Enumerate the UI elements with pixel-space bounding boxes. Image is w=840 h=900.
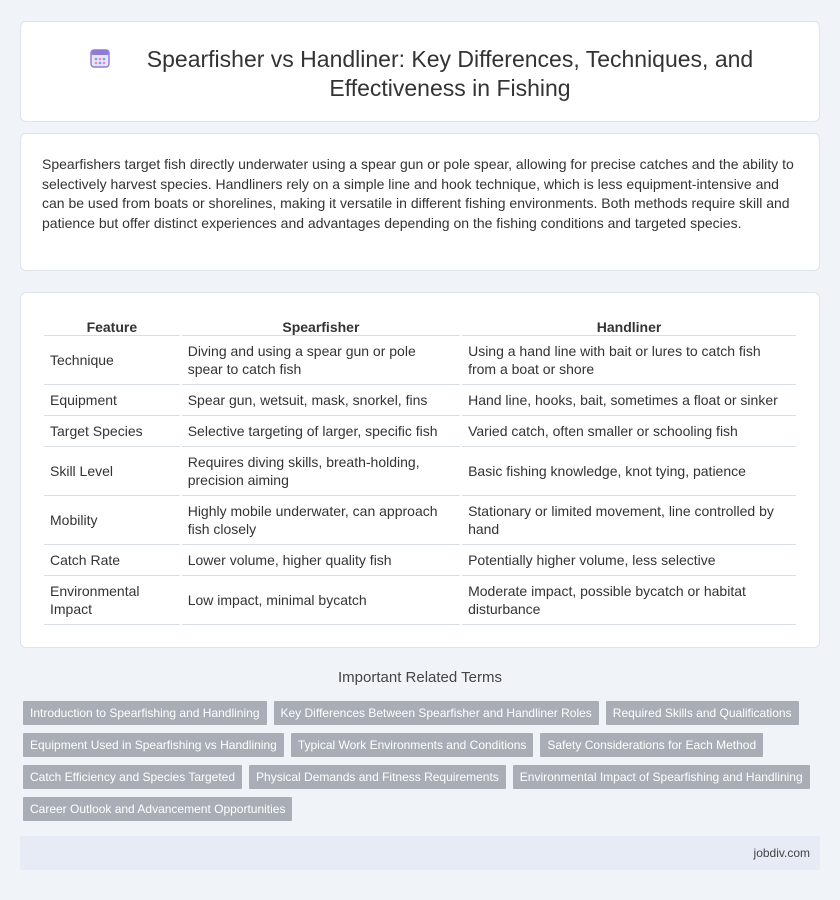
cell-handliner: Potentially higher volume, less selective	[462, 545, 796, 576]
related-term-tag[interactable]: Environmental Impact of Spearfishing and Handlining	[513, 765, 810, 789]
footer-site-link[interactable]: jobdiv.com	[753, 846, 810, 860]
table-row	[44, 496, 796, 545]
cell-spearfisher: Selective targeting of larger, specific fish	[182, 416, 460, 447]
intro-card	[20, 133, 820, 271]
intro-paragraph: Spearfishers target fish directly underwater using a spear gun or pole spear, allowing for precise catches and the ability to selectively harvest species. Handliners rely on a simple line and hook technique, which is less equipment-intensive and can be used from boats or shorelines, making it versatile in different fishing environments. Both methods require skill and patience but offer distinct experiences and advantages depending on the fishing conditions and targeted species.	[42, 156, 794, 231]
cell-handliner: Using a hand line with bait or lures to catch fish from a boat or shore	[462, 336, 796, 385]
related-term-tag[interactable]: Career Outlook and Advancement Opportunities	[23, 797, 292, 821]
table-row	[44, 447, 796, 496]
table-row	[44, 385, 796, 416]
cell-spearfisher: Requires diving skills, breath-holding, precision aiming	[182, 447, 460, 496]
related-term-tag[interactable]: Key Differences Between Spearfisher and Handliner Roles	[274, 701, 599, 725]
cell-spearfisher: Spear gun, wetsuit, mask, snorkel, fins	[182, 385, 460, 416]
related-term-tag[interactable]: Physical Demands and Fitness Requirements	[249, 765, 506, 789]
related-term-tag[interactable]: Equipment Used in Spearfishing vs Handlining	[23, 733, 284, 757]
cell-feature: Technique	[44, 336, 180, 385]
cell-spearfisher: Diving and using a spear gun or pole spear to catch fish	[182, 336, 460, 385]
cell-feature: Target Species	[44, 416, 180, 447]
related-term-tag[interactable]: Required Skills and Qualifications	[606, 701, 799, 725]
table-row	[44, 416, 796, 447]
header-handliner: Handliner	[462, 316, 796, 336]
page-title: Spearfisher vs Handliner: Key Differences, Techniques, and Effectiveness in Fishing	[146, 46, 754, 101]
related-term-tag[interactable]: Typical Work Environments and Conditions	[291, 733, 534, 757]
cell-feature: Catch Rate	[44, 545, 180, 576]
table-row	[44, 576, 796, 625]
cell-spearfisher: Lower volume, higher quality fish	[182, 545, 460, 576]
cell-feature: Mobility	[44, 496, 180, 545]
cell-handliner: Varied catch, often smaller or schooling fish	[462, 416, 796, 447]
table-row	[44, 545, 796, 576]
footer-bar	[20, 836, 820, 870]
title-card	[20, 21, 820, 122]
related-term-tag[interactable]: Catch Efficiency and Species Targeted	[23, 765, 242, 789]
cell-feature: Environmental Impact	[44, 576, 180, 625]
table-row	[44, 336, 796, 385]
cell-handliner: Basic fishing knowledge, knot tying, patience	[462, 447, 796, 496]
cell-spearfisher: Low impact, minimal bycatch	[182, 576, 460, 625]
header-feature: Feature	[44, 316, 180, 336]
comparison-card	[20, 292, 820, 648]
related-terms-list	[23, 701, 823, 821]
cell-feature: Skill Level	[44, 447, 180, 496]
header-spearfisher: Spearfisher	[182, 316, 460, 336]
comparison-table	[42, 316, 798, 625]
cell-handliner: Moderate impact, possible bycatch or habitat disturbance	[462, 576, 796, 625]
related-terms-title: Important Related Terms	[338, 669, 502, 686]
cell-spearfisher: Highly mobile underwater, can approach fish closely	[182, 496, 460, 545]
cell-feature: Equipment	[44, 385, 180, 416]
related-term-tag[interactable]: Introduction to Spearfishing and Handlining	[23, 701, 267, 725]
related-term-tag[interactable]: Safety Considerations for Each Method	[540, 733, 763, 757]
cell-handliner: Stationary or limited movement, line controlled by hand	[462, 496, 796, 545]
table-header-row	[44, 316, 796, 336]
cell-handliner: Hand line, hooks, bait, sometimes a float or sinker	[462, 385, 796, 416]
